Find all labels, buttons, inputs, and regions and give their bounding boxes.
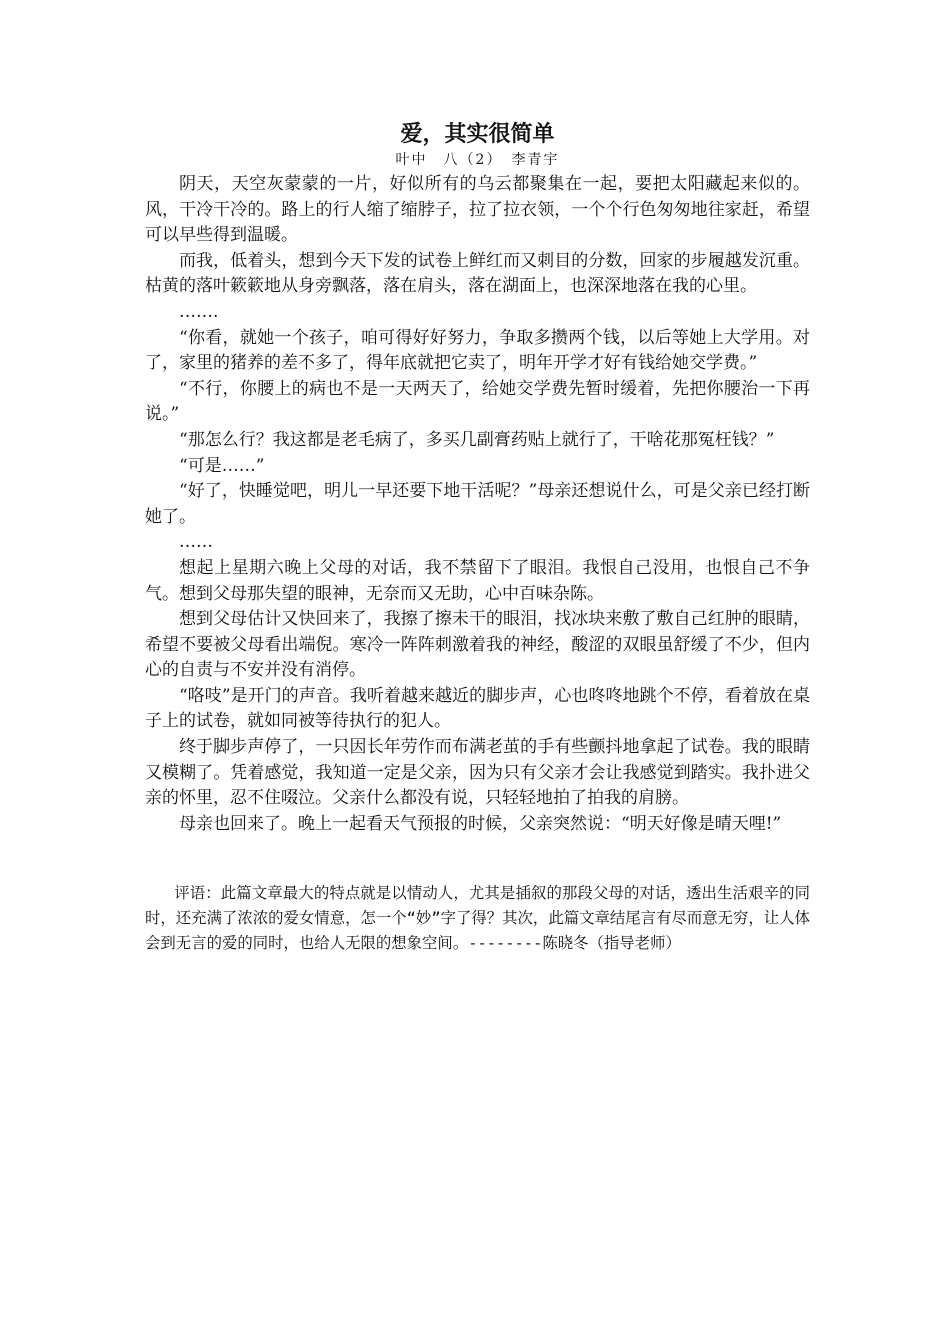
essay-page xyxy=(145,118,810,972)
paragraph: “好了，快睡觉吧，明儿一早还要下地干活呢？”母亲还想说什么，可是父亲已经打断她了。 xyxy=(145,481,810,527)
paragraph-ellipsis: ……. xyxy=(179,301,219,322)
paragraph: “咯吱”是开门的声音。我听着越来越近的脚步声，心也咚咚地跳个不停，看着放在桌子上的试卷，就如同被等待执行的犯人。 xyxy=(145,685,810,732)
paragraph-ellipsis: …… xyxy=(179,532,213,553)
paragraph: 终于脚步声停了，一只因长年劳作而布满老茧的手有些颤抖地拿起了试卷。我的眼睛又模糊了。凭着感觉，我知道一定是父亲，因为只有父亲才会让我感觉到踏实。我扑进父亲的怀里，忍不住啜泣。父亲什么都没有说，只轻轻地拍了拍我的肩膀。 xyxy=(145,737,810,809)
paragraph: 而我，低着头，想到今天下发的试卷上鲜红而又刺目的分数，回家的步履越发沉重。枯黄的落叶簌簌地从身旁飘落，落在肩头，落在湖面上，也深深地落在我的心里。 xyxy=(145,250,810,297)
paragraph: “你看，就她一个孩子，咱可得好好努力，争取多攒两个钱，以后等她上大学用。对了，家里的猪养的差不多了，得年底就把它卖了，明年开学才好有钱给她交学费。” xyxy=(145,327,810,374)
paragraph: “不行，你腰上的病也不是一天两天了，给她交学费先暂时缓着，先把你腰治一下再说。” xyxy=(145,378,810,425)
essay-title: 爱，其实很简单 xyxy=(400,121,555,147)
paragraph: 想起上星期六晚上父母的对话，我不禁留下了眼泪。我恨自己没用，也恨自己不争气。想到父母那失望的眼神，无奈而又无助，心中百味杂陈。 xyxy=(145,557,810,604)
paragraph: “那怎么行？我这都是老毛病了，多买几副膏药贴上就行了，干啥花那冤枉钱？” xyxy=(179,429,775,450)
paragraph: “可是……” xyxy=(179,455,265,476)
paragraph: 阴天，天空灰蒙蒙的一片，好似所有的乌云都聚集在一起，要把太阳藏起来似的。风，干冷干冷的。路上的行人缩了缩脖子，拉了拉衣领，一个个行色匆匆地往家赶，希望可以早些得到温暖。 xyxy=(145,174,810,246)
paragraph: 想到父母估计又快回来了，我擦了擦未干的眼泪，找冰块来敷了敷自己红肿的眼睛，希望不要被父母看出端倪。寒冷一阵阵刺激着我的神经，酸涩的双眼虽舒缓了不少，但内心的自责与不安并没有消停。 xyxy=(145,609,810,681)
essay-byline: 叶中 八（2） 李青宇 xyxy=(395,152,560,168)
teacher-comment: 评语：此篇文章最大的特点就是以情动人，尤其是插叙的那段父母的对话，透出生活艰辛的同时，还充满了浓浓的爱女情意，怎一个“妙”字了得？其次，此篇文章结尾言有尽而意无穷，让人体会到无言的爱的同时，也给人无限的想象空间。--------陈晓冬（指导老师） xyxy=(145,884,810,953)
paragraph: 母亲也回来了。晚上一起看天气预报的时候，父亲突然说：“明天好像是晴天哩!” xyxy=(179,813,782,834)
essay-body xyxy=(145,172,810,837)
